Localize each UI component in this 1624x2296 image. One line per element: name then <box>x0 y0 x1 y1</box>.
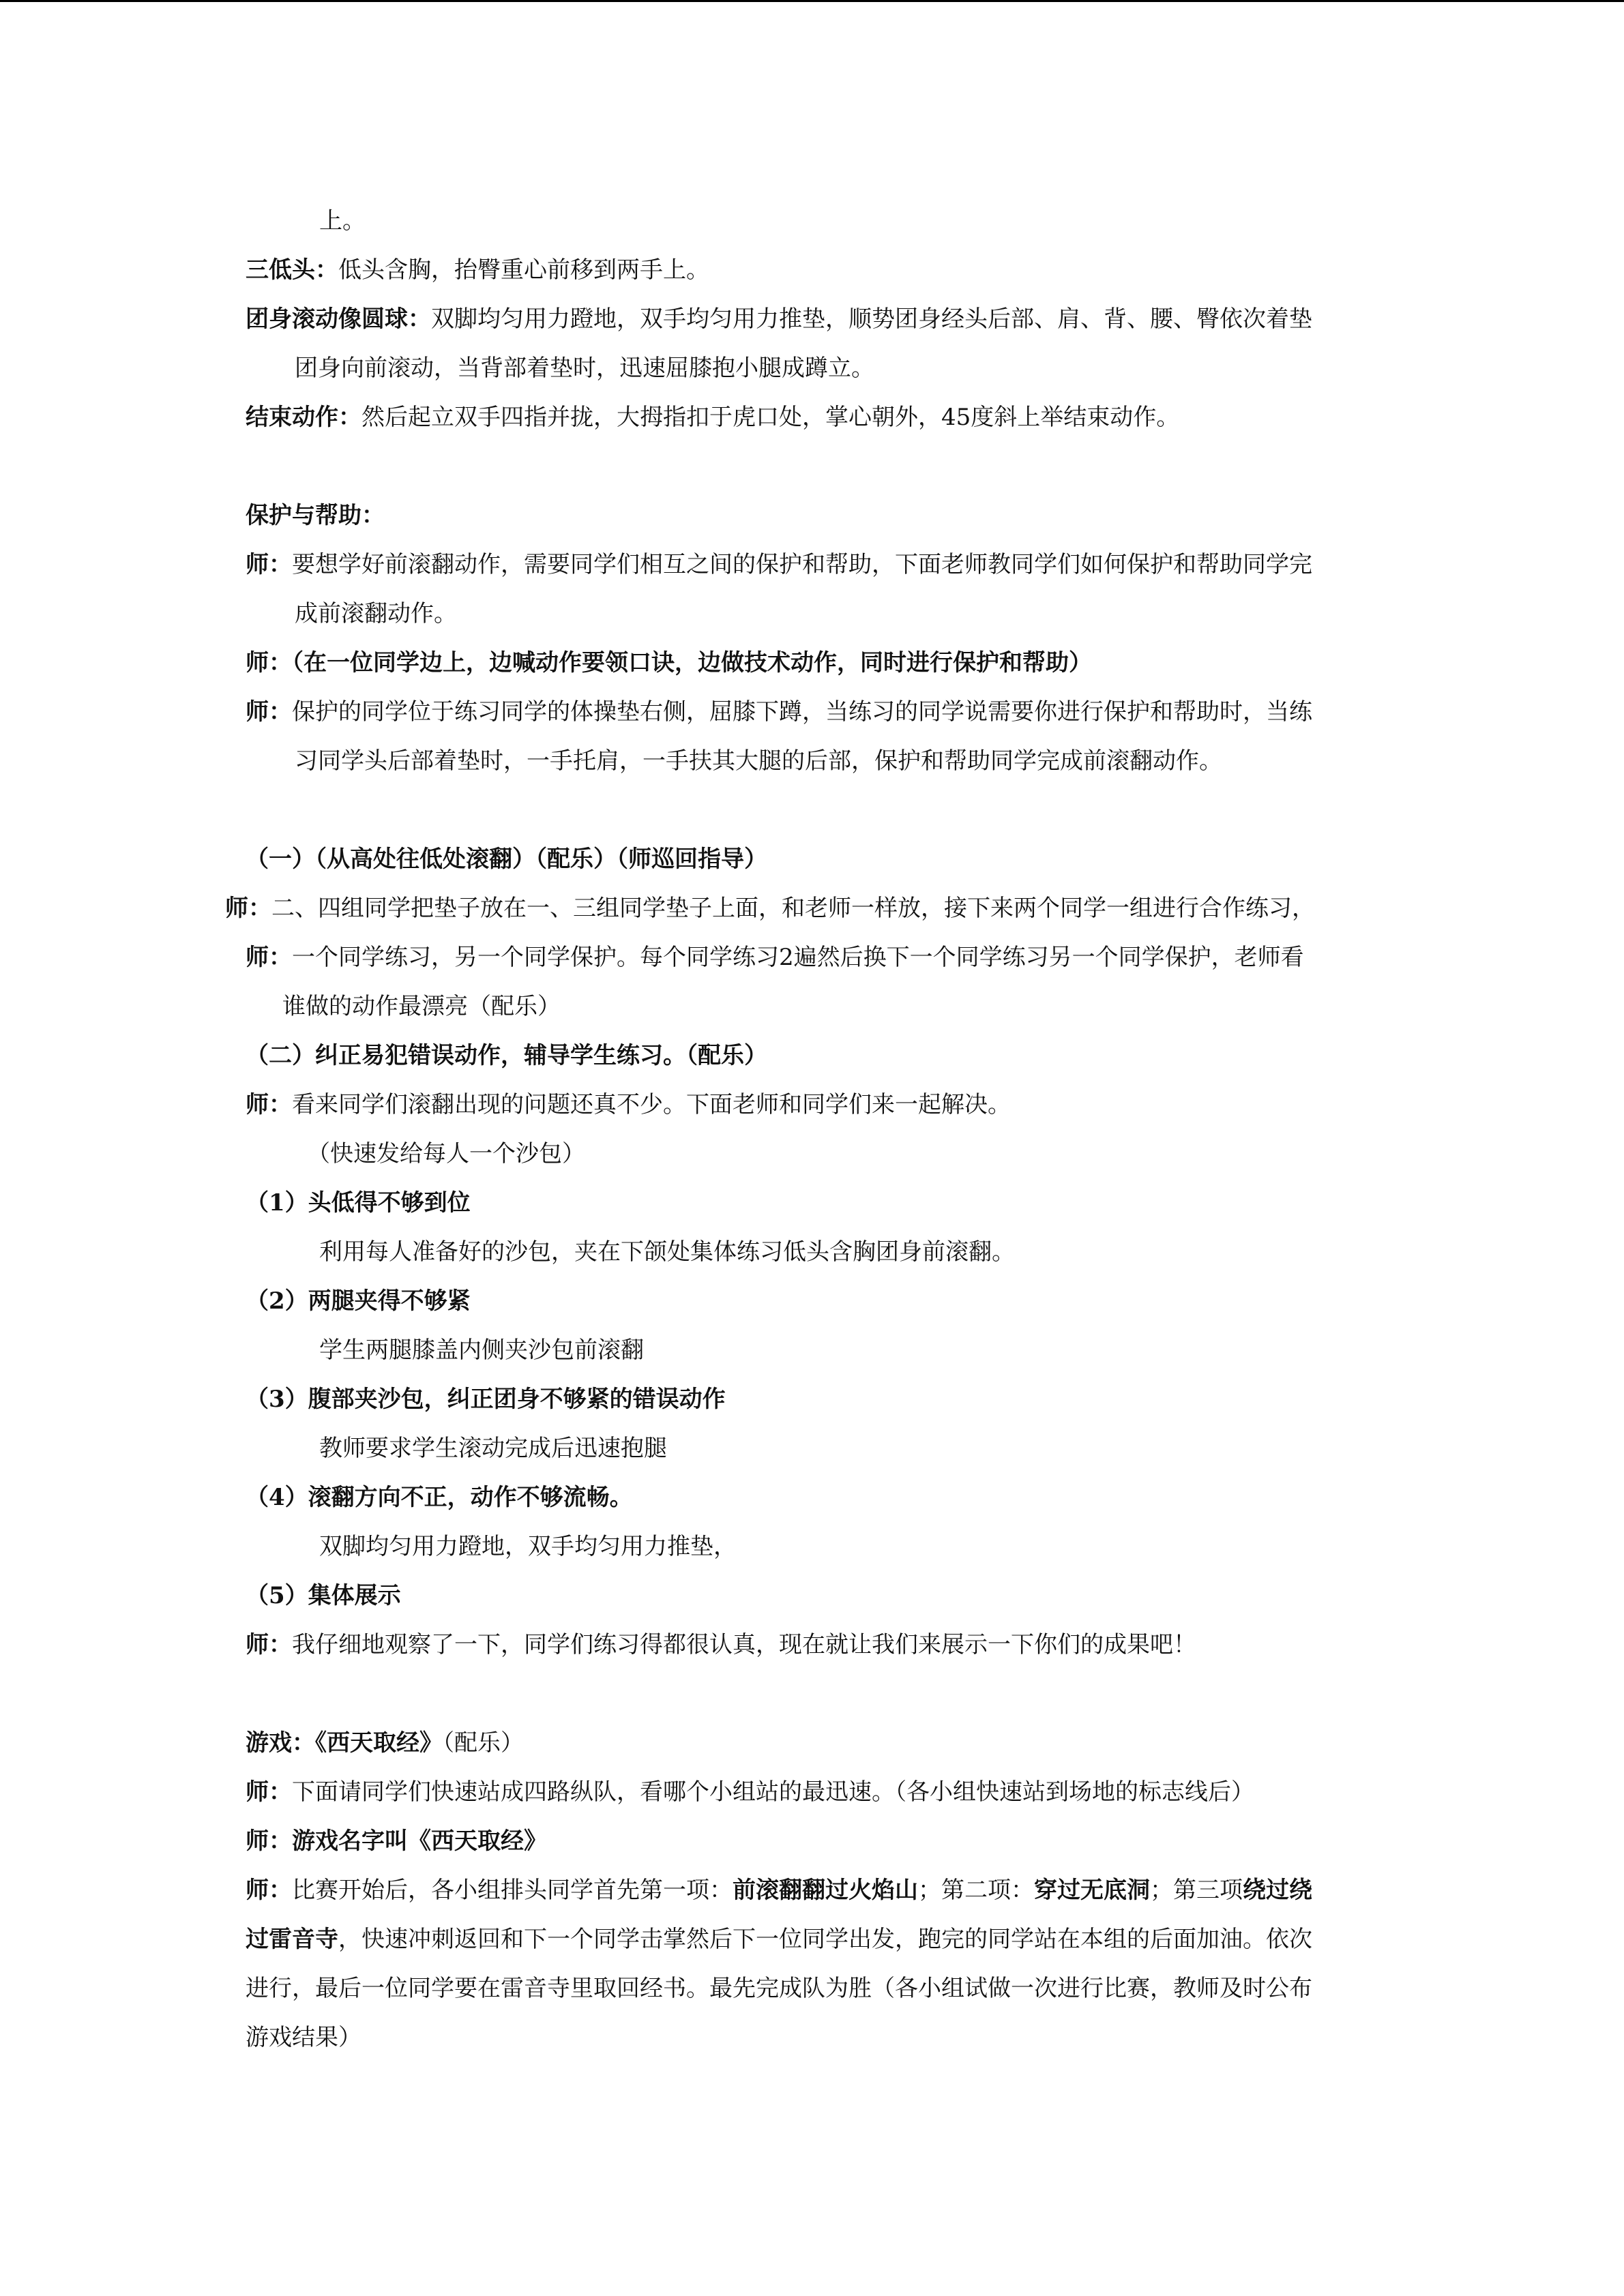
text-line: （快速发给每人一个沙包） <box>307 1140 585 1167</box>
section-heading: 保护与帮助： <box>246 502 385 529</box>
text-line: 师：（在一位同学边上，边喊动作要领口诀，边做技术动作，同时进行保护和帮助） <box>246 649 1092 676</box>
page-top-border <box>0 0 1624 2</box>
text-line: 师：比赛开始后，各小组排头同学首先第一项：前滚翻翻过火焰山；第二项：穿过无底洞；第三项绕过绕 <box>246 1877 1312 1904</box>
text-line: 师：下面请同学们快速站成四路纵队，看哪个小组站的最迅速。（各小组快速站到场地的标志线后） <box>246 1778 1254 1806</box>
list-heading: （1）头低得不够到位 <box>246 1189 471 1217</box>
text-line: 进行，最后一位同学要在雷音寺里取回经书。最先完成队为胜（各小组试做一次进行比赛，教师及时公布 <box>246 1975 1312 2002</box>
text-line: 师：一个同学练习，另一个同学保护。每个同学练习2遍然后换下一个同学练习另一个同学保护，老师看 <box>246 944 1304 971</box>
section-heading: （二）纠正易犯错误动作，辅导学生练习。（配乐） <box>246 1042 767 1069</box>
list-heading: （3）腹部夹沙包，纠正团身不够紧的错误动作 <box>246 1386 726 1413</box>
text-line: 游戏结果） <box>246 2024 361 2051</box>
text-line: 师：保护的同学位于练习同学的体操垫右侧，屈膝下蹲，当练习的同学说需要你进行保护和帮助时，当练 <box>246 698 1312 726</box>
text-line: 三低头：低头含胸，抬臀重心前移到两手上。 <box>246 256 709 284</box>
text-line: 过雷音寺，快速冲刺返回和下一个同学击掌然后下一位同学出发，跑完的同学站在本组的后面加油。依次 <box>246 1926 1312 1953</box>
text-line: 利用每人准备好的沙包，夹在下颌处集体练习低头含胸团身前滚翻。 <box>319 1238 1015 1266</box>
text-line: 结束动作：然后起立双手四指并拢，大拇指扣于虎口处，掌心朝外，45度斜上举结束动作。 <box>246 404 1180 431</box>
text-line: 学生两腿膝盖内侧夹沙包前滚翻 <box>319 1337 644 1364</box>
text-line: 成前滚翻动作。 <box>295 600 457 627</box>
section-heading: （一）（从高处往低处滚翻）（配乐）（师巡回指导） <box>246 846 767 873</box>
text-line: 师：看来同学们滚翻出现的问题还真不少。下面老师和同学们来一起解决。 <box>246 1091 1011 1118</box>
text-line: 上。 <box>319 207 366 235</box>
section-heading: 游戏：《西天取经》（配乐） <box>246 1729 524 1757</box>
text-line: 谁做的动作最漂亮（配乐） <box>282 993 561 1020</box>
text-line: 双脚均匀用力蹬地，双手均匀用力推垫， <box>319 1533 737 1560</box>
text-line: 师：游戏名字叫《西天取经》 <box>246 1828 547 1855</box>
text-line: 师：二、四组同学把垫子放在一、三组同学垫子上面，和老师一样放，接下来两个同学一组进行合作练习， <box>225 895 1315 922</box>
text-line: 团身滚动像圆球：双脚均匀用力蹬地，双手均匀用力推垫，顺势团身经头后部、肩、背、腰、臀依次着垫 <box>246 305 1312 333</box>
text-line: 师：我仔细地观察了一下，同学们练习得都很认真，现在就让我们来展示一下你们的成果吧！ <box>246 1631 1196 1658</box>
text-line: 团身向前滚动，当背部着垫时，迅速屈膝抱小腿成蹲立。 <box>295 355 874 382</box>
text-line: 教师要求学生滚动完成后迅速抱腿 <box>319 1435 667 1462</box>
list-heading: （5）集体展示 <box>246 1582 401 1609</box>
text-line: 习同学头后部着垫时，一手托肩，一手扶其大腿的后部，保护和帮助同学完成前滚翻动作。 <box>295 747 1222 775</box>
list-heading: （2）两腿夹得不够紧 <box>246 1287 471 1315</box>
text-line: 师：要想学好前滚翻动作，需要同学们相互之间的保护和帮助，下面老师教同学们如何保护和帮助同学完 <box>246 551 1312 578</box>
list-heading: （4）滚翻方向不正，动作不够流畅。 <box>246 1484 633 1511</box>
